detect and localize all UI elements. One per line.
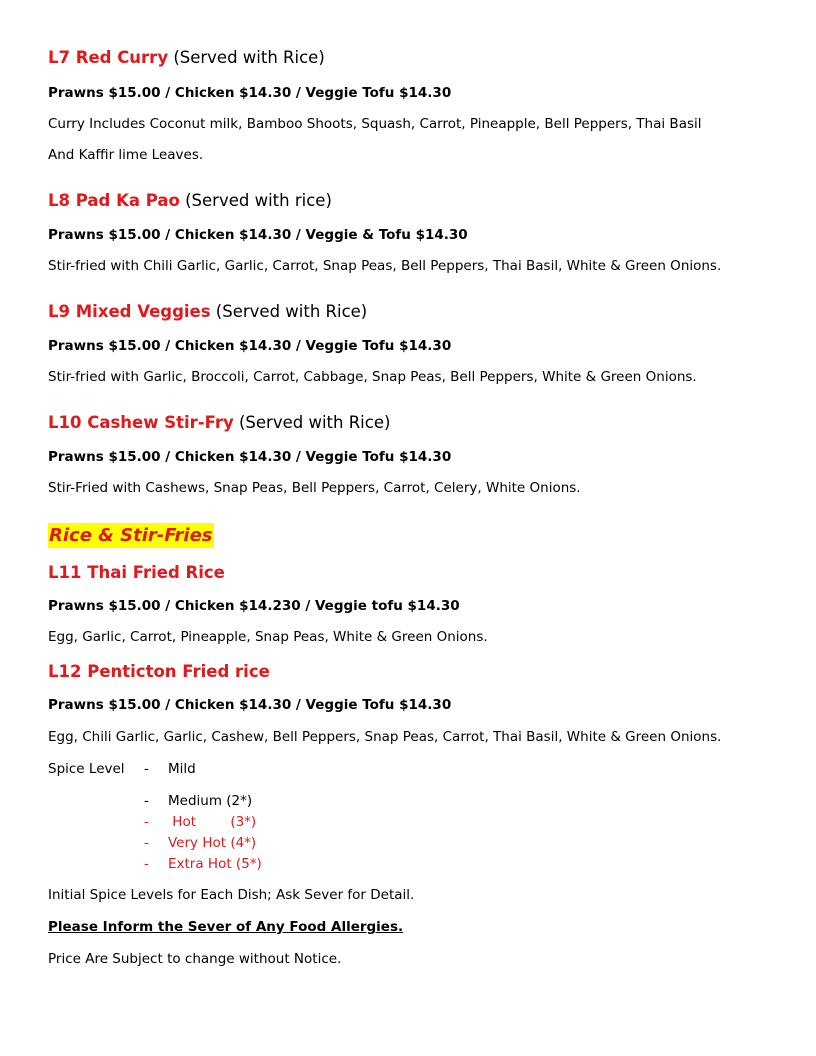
item-desc-l7-line2: And Kaffir lime Leaves. <box>48 147 204 163</box>
item-served-note: (Served with Rice) <box>210 302 368 321</box>
item-desc-l10: Stir-Fried with Cashews, Snap Peas, Bell Peppers, Carrot, Celery, White Onions. <box>48 480 581 496</box>
item-price-l12: Prawns $15.00 / Chicken $14.30 / Veggie Tofu $14.30 <box>48 697 452 713</box>
allergy-notice: Please Inform the Sever of Any Food Allergies. <box>48 919 404 935</box>
item-code: L7 Red Curry <box>48 48 169 67</box>
item-title-l10 <box>48 413 390 432</box>
item-desc-l8: Stir-fried with Chili Garlic, Garlic, Carrot, Snap Peas, Bell Peppers, Thai Basil, White & Green Onions. <box>48 258 722 274</box>
item-code: L10 Cashew Stir-Fry <box>48 413 234 432</box>
spice-note: Initial Spice Levels for Each Dish; Ask Sever for Detail. <box>48 887 415 903</box>
item-desc-l12: Egg, Chili Garlic, Garlic, Cashew, Bell Peppers, Snap Peas, Carrot, Thai Basil, White & Green Onions. <box>48 729 722 745</box>
item-desc-l9: Stir-fried with Garlic, Broccoli, Carrot, Cabbage, Snap Peas, Bell Peppers, White & Green Onions. <box>48 369 697 385</box>
item-title-l9 <box>48 302 367 321</box>
item-served-note: (Served with rice) <box>179 191 332 210</box>
item-title-l12: L12 Penticton Fried rice <box>48 662 270 681</box>
item-price-l7: Prawns $15.00 / Chicken $14.30 / Veggie Tofu $14.30 <box>48 85 452 101</box>
item-code: L9 Mixed Veggies <box>48 302 211 321</box>
item-price-l11: Prawns $15.00 / Chicken $14.230 / Veggie tofu $14.30 <box>48 598 460 614</box>
item-price-l8: Prawns $15.00 / Chicken $14.30 / Veggie & Tofu $14.30 <box>48 227 468 243</box>
spice-level-extra-hot: - Extra Hot (5*) <box>144 856 262 872</box>
item-title-l8 <box>48 191 332 210</box>
spice-level-label: Spice Level <box>48 761 125 777</box>
item-price-l9: Prawns $15.00 / Chicken $14.30 / Veggie Tofu $14.30 <box>48 338 452 354</box>
section-heading: Rice & Stir-Fries <box>49 525 213 546</box>
item-served-note: (Served with Rice) <box>233 413 391 432</box>
spice-level-very-hot: - Very Hot (4*) <box>144 835 257 851</box>
item-title-l11: L11 Thai Fried Rice <box>48 563 225 582</box>
item-desc-l11: Egg, Garlic, Carrot, Pineapple, Snap Peas, White & Green Onions. <box>48 629 488 645</box>
item-desc-l7-line1: Curry Includes Coconut milk, Bamboo Shoots, Squash, Carrot, Pineapple, Bell Peppers, Thai Basil <box>48 116 702 132</box>
item-price-l10: Prawns $15.00 / Chicken $14.30 / Veggie Tofu $14.30 <box>48 449 452 465</box>
price-notice: Price Are Subject to change without Notice. <box>48 951 342 967</box>
item-code: L8 Pad Ka Pao <box>48 191 180 210</box>
item-served-note: (Served with Rice) <box>168 48 325 67</box>
item-title-l7 <box>48 48 325 67</box>
spice-level-medium: - Medium (2*) <box>144 793 253 809</box>
spice-level-mild: - Mild <box>144 761 196 777</box>
spice-level-hot: - Hot (3*) <box>144 814 257 830</box>
